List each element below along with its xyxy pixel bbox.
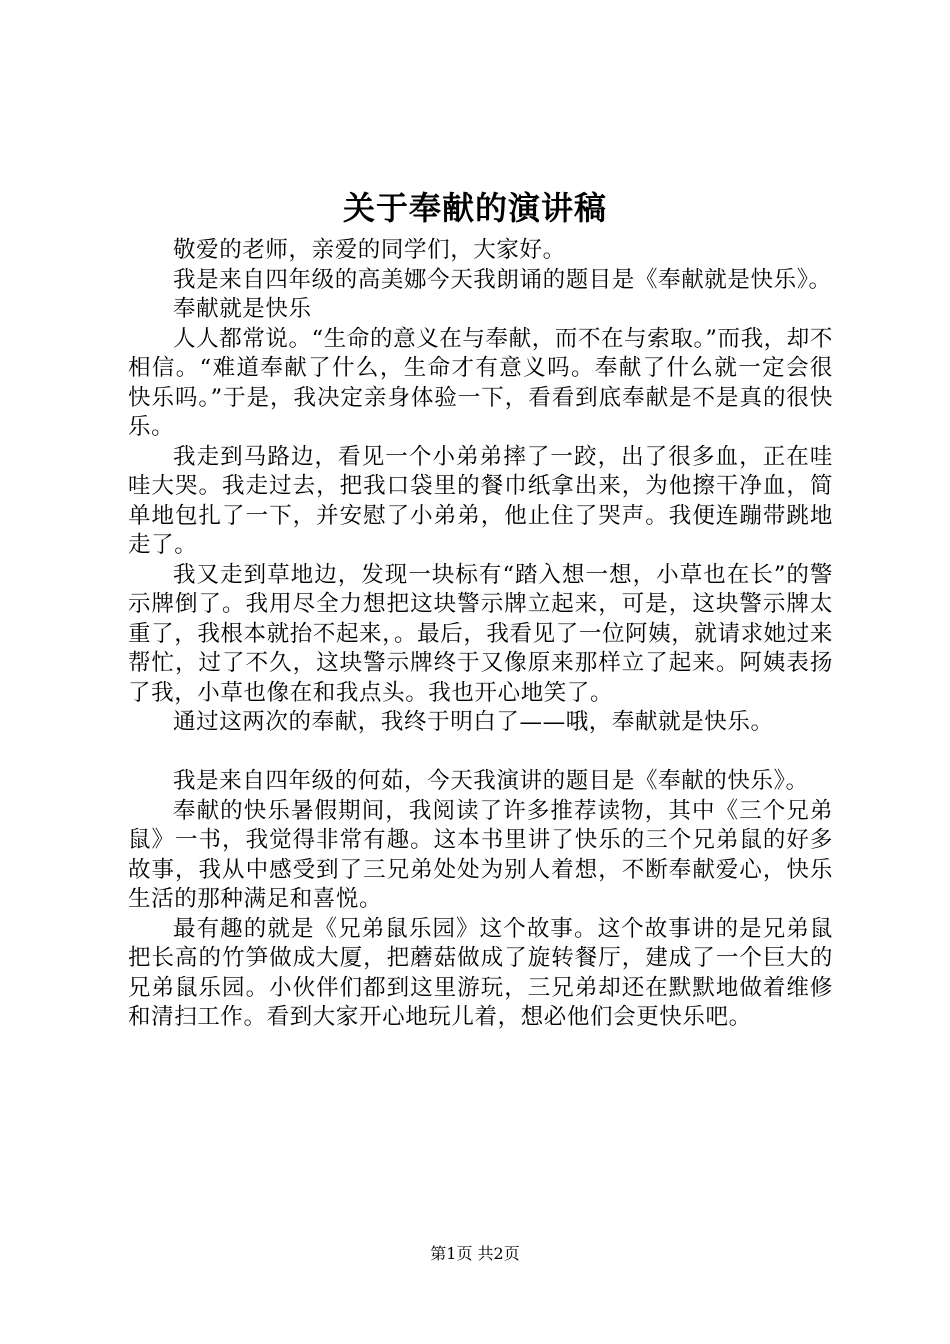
paragraph-intro-2: 我是来自四年级的何茹，今天我演讲的题目是《奉献的快乐》。 [173,768,809,794]
paragraph: 人人都常说。“生命的意义在与奉献，而不在与索取。”而我，却不相信。“难道奉献了什么，生命才有意义吗。奉献了什么就一定会很快乐吗。”于是，我决定亲身体验一下，看看到底奉献是不是真的很快乐。 [128,325,833,440]
document-title: 关于奉献的演讲稿 [342,189,607,227]
paragraph: 最有趣的就是《兄弟鼠乐园》这个故事。这个故事讲的是兄弟鼠把长高的竹笋做成大厦，把蘑菇做成了旋转餐厅，建成了一个巨大的兄弟鼠乐园。小伙伴们都到这里游玩，三兄弟却还在默默地做着维修和清扫工作。看到大家开心地玩儿着，想必他们会更快乐吧。 [128,915,833,1030]
paragraph-intro-1: 我是来自四年级的高美娜今天我朗诵的题目是《奉献就是快乐》。 [173,266,832,293]
paragraph-subtitle: 奉献就是快乐 [173,296,312,322]
paragraph: 通过这两次的奉献，我终于明白了——哦，奉献就是快乐。 [173,709,774,735]
paragraph: 我走到马路边，看见一个小弟弟摔了一跤，出了很多血，正在哇哇大哭。我走过去，把我口袋里的餐巾纸拿出来，为他擦干净血，简单地包扎了一下，并安慰了小弟弟，他止住了哭声。我便连蹦带跳地走了。 [128,443,833,558]
paragraph-greeting: 敬爱的老师，亲爱的同学们，大家好。 [173,237,566,263]
document-body [128,236,833,1033]
page-footer: 第1页 共2页 [430,1244,520,1263]
paragraph: 奉献的快乐暑假期间，我阅读了许多推荐读物，其中《三个兄弟鼠》一书，我觉得非常有趣。这本书里讲了快乐的三个兄弟鼠的好多故事，我从中感受到了三兄弟处处为别人着想，不断奉献爱心，快乐生活的那种满足和喜悦。 [128,797,833,912]
paragraph: 我又走到草地边，发现一块标有“踏入想一想，小草也在长”的警示牌倒了。我用尽全力想把这块警示牌立起来，可是，这块警示牌太重了，我根本就抬不起来，。最后，我看见了一位阿姨，就请求她过来帮忙，过了不久，这块警示牌终于又像原来那样立了起来。阿姨表扬了我，小草也像在和我点头。我也开心地笑了。 [128,561,833,706]
